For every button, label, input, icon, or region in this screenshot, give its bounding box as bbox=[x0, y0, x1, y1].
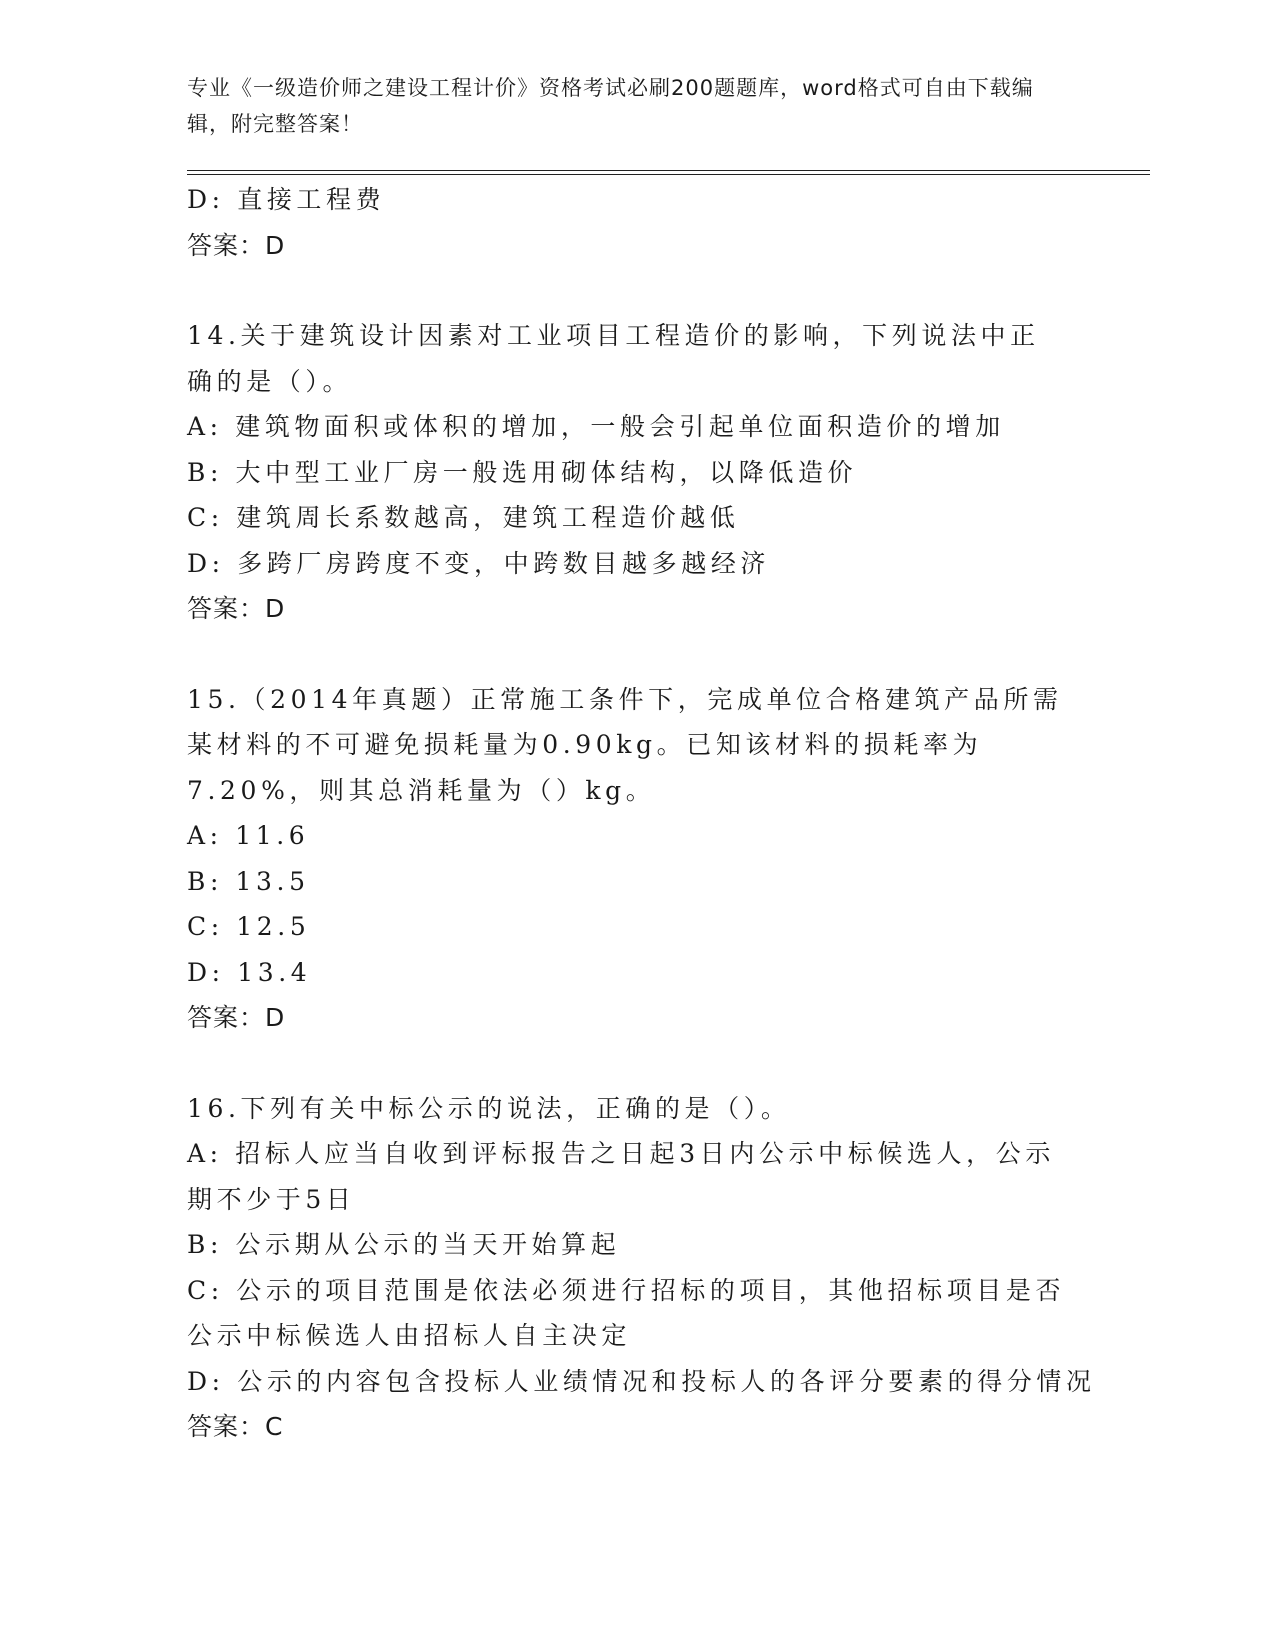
prev-answer: 答案：D bbox=[187, 230, 286, 260]
option-c: C: 建筑周长系数越高，建筑工程造价越低 bbox=[187, 503, 740, 532]
document-header: 专业《一级造价师之建设工程计价》资格考试必刷200题题库，word格式可自由下载编辑，附完整答案！ bbox=[187, 76, 1034, 136]
prev-option-d: D: 直接工程费 bbox=[187, 185, 386, 214]
option-a: A: 建筑物面积或体积的增加，一般会引起单位面积造价的增加 bbox=[187, 412, 1005, 441]
question-stem: 14.关于建筑设计因素对工业项目工程造价的影响，下列说法中正确的是（）。 bbox=[187, 321, 1040, 396]
option-b: B: 13.5 bbox=[187, 866, 310, 896]
document-page bbox=[187, 70, 1147, 1450]
option-b: B: 大中型工业厂房一般选用砌体结构，以降低造价 bbox=[187, 457, 858, 487]
option-a: A: 招标人应当自收到评标报告之日起3日内公示中标候选人，公示期不少于5日 bbox=[187, 1139, 1055, 1214]
question-14 bbox=[187, 313, 1147, 632]
option-b: B: 公示期从公示的当天开始算起 bbox=[187, 1230, 621, 1259]
question-15 bbox=[187, 677, 1147, 1041]
option-d: D: 公示的内容包含投标人业绩情况和投标人的各评分要素的得分情况 bbox=[187, 1366, 1096, 1396]
question-16 bbox=[187, 1086, 1147, 1450]
header-divider bbox=[187, 170, 1150, 175]
option-d: D: 13.4 bbox=[187, 957, 312, 987]
answer: 答案：D bbox=[187, 594, 286, 623]
option-d: D: 多跨厂房跨度不变，中跨数目越多越经济 bbox=[187, 548, 771, 578]
option-c: C: 12.5 bbox=[187, 912, 311, 941]
document-content bbox=[187, 177, 1147, 1450]
option-c: C: 公示的项目范围是依法必须进行招标的项目，其他招标项目是否公示中标候选人由招标人自主决定 bbox=[187, 1275, 1066, 1350]
option-a: A: 11.6 bbox=[187, 821, 310, 850]
answer: 答案：D bbox=[187, 1003, 286, 1032]
question-stem: 16.下列有关中标公示的说法，正确的是（）。 bbox=[187, 1093, 791, 1123]
answer: 答案：C bbox=[187, 1412, 284, 1441]
question-stem: 15.（2014年真题）正常施工条件下，完成单位合格建筑产品所需某材料的不可避免损耗量为0.90kg。已知该材料的损耗率为7.20%，则其总消耗量为（）kg。 bbox=[187, 684, 1063, 805]
